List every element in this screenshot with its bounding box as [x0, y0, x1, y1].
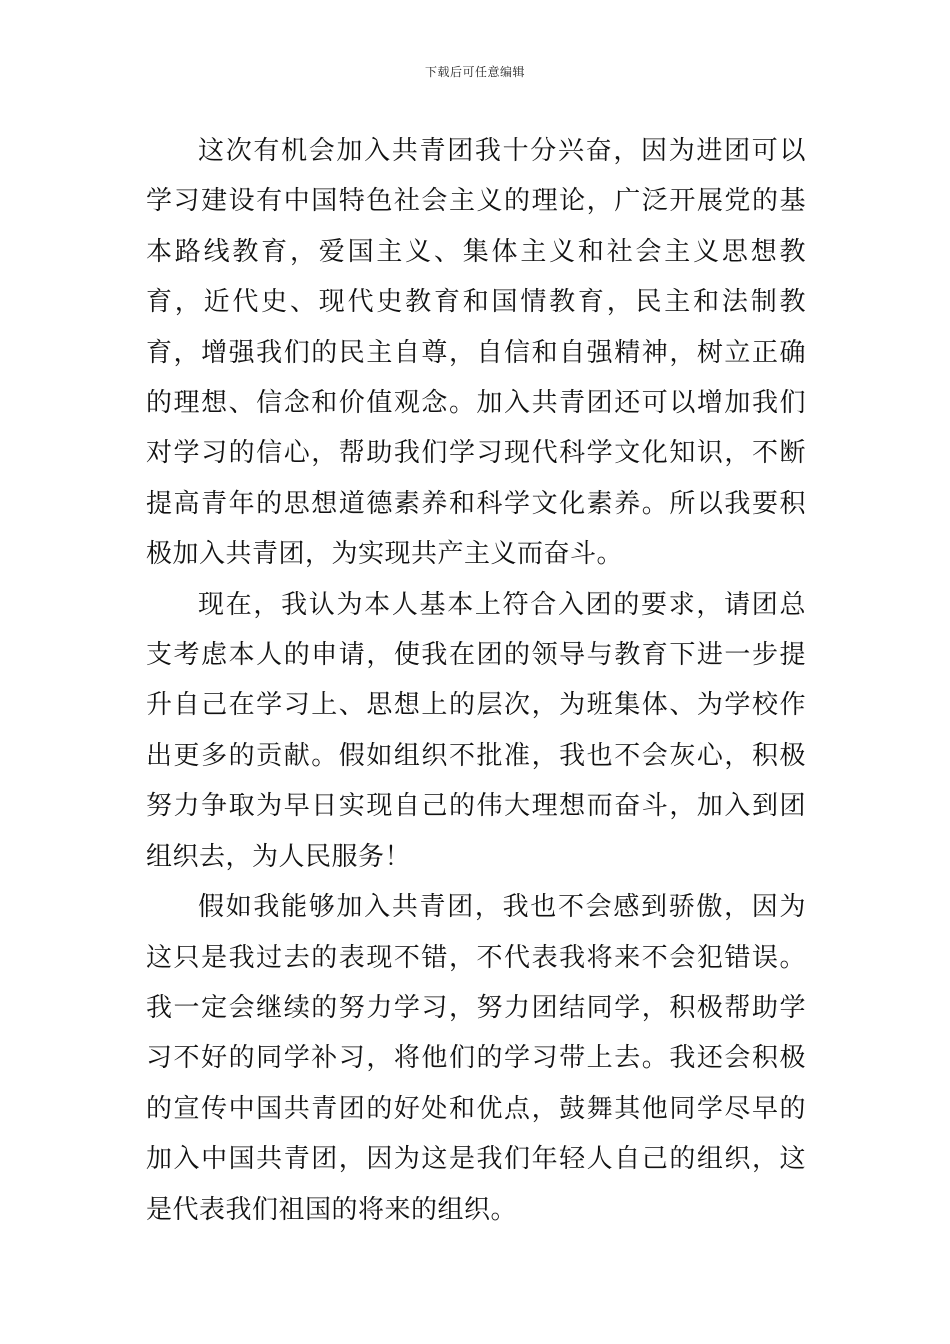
page-header: 下载后可任意编辑: [424, 65, 525, 79]
paragraph: 这次有机会加入共青团我十分兴奋，因为进团可以学习建设有中国特色社会主义的理论，广泛开展党的基本路线教育，爱国主义、集体主义和社会主义思想教育，近代史、现代史教育和国情教育，民主和法制教育，增强我们的民主自尊，自信和自强精神，树立正确的理想、信念和价值观念。加入共青团还可以增加我们对学习的信心，帮助我们学习现代科学文化知识，不断提高青年的思想道德素养和科学文化素养。所以我要积极加入共青团，为实现共产主义而奋斗。: [146, 136, 806, 570]
paragraph: 现在，我认为本人基本上符合入团的要求，请团总支考虑本人的申请，使我在团的领导与教育下进一步提升自己在学习上、思想上的层次，为班集体、为学校作出更多的贡献。假如组织不批准，我也不会灰心，积极努力争取为早日实现自己的伟大理想而奋斗，加入到团组织去，为人民服务！: [146, 589, 806, 872]
document-body: [146, 126, 806, 1235]
paragraph: 假如我能够加入共青团，我也不会感到骄傲，因为这只是我过去的表现不错，不代表我将来不会犯错误。我一定会继续的努力学习，努力团结同学，积极帮助学习不好的同学补习，将他们的学习带上去。我还会积极的宣传中国共青团的好处和优点，鼓舞其他同学尽早的加入中国共青团，因为这是我们年轻人自己的组织，这是代表我们祖国的将来的组织。: [146, 892, 806, 1225]
